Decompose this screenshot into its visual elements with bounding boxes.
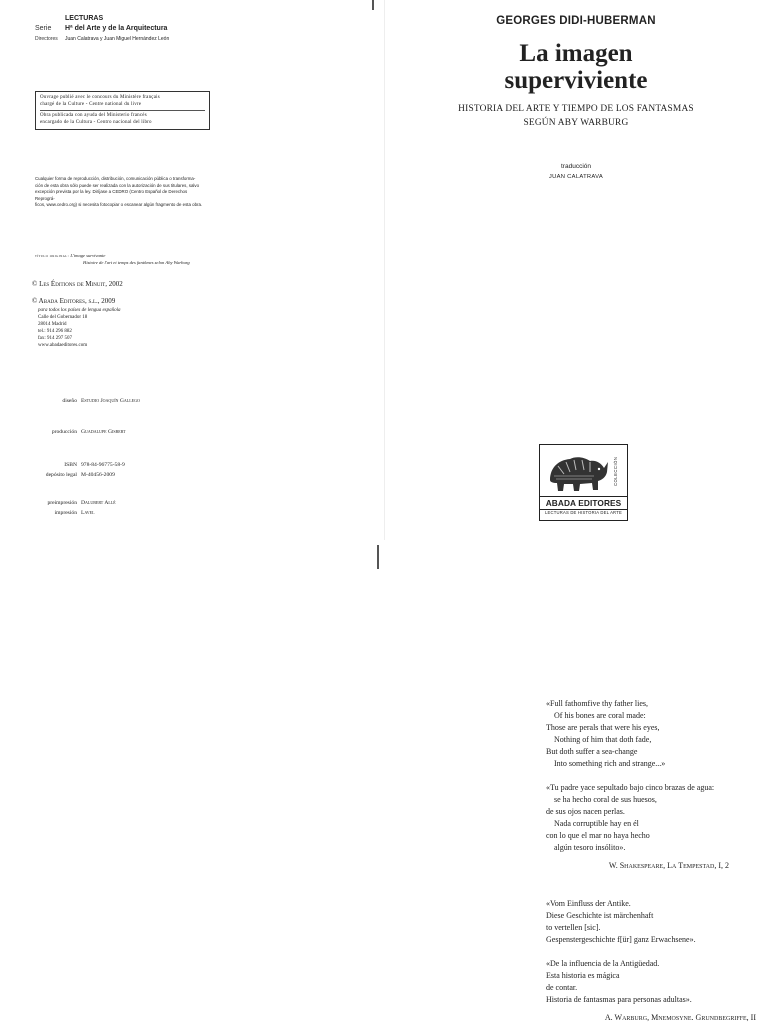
epigraph-line: con lo que el mar no haya hecho (546, 831, 650, 840)
translation-credit (384, 161, 768, 183)
serie-label: Serie (35, 25, 52, 32)
credit-key: depósito legal (45, 472, 77, 478)
page-edge-mark (372, 0, 374, 10)
website: www.abadaeditores.com (38, 343, 88, 348)
epigraph-line: «Tu padre yace sepultado bajo cinco brazas de agua: (546, 783, 715, 792)
funding-box (35, 91, 210, 130)
funding-fr-line2: chargé de la Culture - Centre national du livre (40, 101, 142, 107)
epigraph-line: Esta historia es mágica (546, 971, 620, 980)
credit-value: Lavel (81, 510, 95, 516)
epigraph-line: Historia de fantasmas para personas adultas». (546, 995, 692, 1004)
collection-name: LECTURAS (65, 15, 104, 22)
credit-key: impresión (54, 510, 77, 516)
epigraph-line: algún tesoro insólito». (554, 843, 626, 852)
logo-side-text: COLECCIÓN (613, 456, 618, 486)
epigraph-line: Nada corruptible hay en él (554, 819, 639, 828)
epigraph-line: Gespenstergeschichte f[ür] ganz Erwachsene». (546, 935, 696, 944)
subtitle-line: SEGÚN ABY WARBURG (523, 118, 629, 128)
address-city: 28014 Madrid (38, 322, 67, 327)
funding-es-line2: encargado de la Cultura - Centro nacional del libro (40, 119, 152, 125)
funding-divider (40, 110, 205, 111)
epigraph-line: de contar. (546, 983, 578, 992)
epigraph-line: «De la influencia de la Antigüedad. (546, 959, 660, 968)
epigraph-line: Into something rich and strange...» (554, 759, 666, 768)
credit-value: Estudio Joaquín Gallego (81, 398, 140, 404)
credit-value: 978-84-96775-58-9 (81, 462, 125, 468)
copyright-minuit: © Les Éditions de Minuit, 2002 (32, 280, 123, 288)
credit-value: Guadalupe Gisbert (81, 429, 126, 435)
epigraph-line: Of his bones are coral made: (554, 711, 646, 720)
epigraph-line: Diese Geschichte ist märchenhaft (546, 911, 654, 920)
credit-row (0, 398, 140, 404)
logo-collection: LECTURAS DE HISTORIA DEL ARTE (545, 510, 622, 515)
credit-key: diseño (62, 398, 77, 404)
credit-row (0, 462, 125, 468)
publisher-logo (539, 444, 628, 521)
directors-value: Juan Calatrava y Juan Miguel Hernández León (65, 36, 170, 42)
epigraph-page (384, 540, 768, 1024)
title-line: superviviente (504, 67, 648, 94)
epigraph (546, 698, 756, 1024)
legal-notice (35, 176, 205, 209)
subtitle-line: HISTORIA DEL ARTE Y TIEMPO DE LOS FANTASMAS (458, 104, 694, 114)
original-subtitle: Histoire de l'art et temps des fantômes selon Aby Warburg (83, 260, 190, 265)
credit-row (0, 472, 115, 478)
legal-line: Cualquier forma de reproducción, distribución, comunicación pública o transforma- (35, 176, 196, 181)
credit-key: producción (51, 429, 77, 435)
funding-fr-line1: Ouvrage publié avec le concours du Ministère français (40, 95, 160, 100)
series-block (35, 14, 169, 44)
funding-es-line1: Obra publicada con ayuda del Ministerio francés (40, 113, 147, 118)
legal-line: ficos, www.cedro.org) si necesita fotocopiar o escanear algún fragmento de esta obra. (35, 202, 203, 207)
epigraph-line: Those are perals that were his eyes, (546, 723, 660, 732)
epigraph-attribution: W. Shakespeare, La Tempestad, I, 2 (608, 861, 729, 870)
book-title (384, 40, 768, 94)
publisher-address (38, 307, 121, 349)
serie-value: Hª del Arte y de la Arquitectura (65, 25, 168, 32)
original-title-label: título original: (35, 253, 70, 258)
credit-value: Dalubert Allé (81, 500, 116, 506)
rights-note: para todos los países de lengua española (38, 308, 121, 313)
epigraph-line: «Full fathomfive thy father lies, (546, 699, 648, 708)
credit-value: M-40456-2009 (81, 472, 115, 478)
title-page (384, 0, 768, 540)
fax: fax: 914 297 507 (38, 336, 73, 341)
legal-line: excepción prevista por la ley. Diríjase a CEDRO (Centro Español de Derechos Reprográ- (35, 189, 188, 201)
colophon-page-top (0, 0, 384, 540)
epigraph-line: de sus ojos nacen perlas. (546, 807, 625, 816)
book-subtitle (384, 102, 768, 130)
directors-label: Directores (35, 36, 58, 42)
translation-label: traducción (561, 163, 591, 170)
logo-publisher: ABADA EDITORES (540, 496, 627, 510)
epigraph-line: to vertellen [sic]. (546, 923, 601, 932)
address-street: Calle del Gobernador 18 (38, 315, 88, 320)
epigraph-line: «Vom Einfluss der Antike. (546, 899, 631, 908)
copyright-abada: © Abada Editores, s.l., 2009 (32, 297, 116, 305)
epigraph-line: se ha hecho coral de sus huesos, (554, 795, 657, 804)
credit-row (0, 429, 126, 435)
credit-key: preimpresión (47, 500, 77, 506)
translator-name: JUAN CALATRAVA (548, 174, 604, 180)
blank-page (0, 540, 384, 1024)
epigraph-attribution: A. Warburg, Mnemosyne. Grundbegriffe, II (604, 1013, 756, 1022)
epigraph-line: But doth suffer a sea-change (546, 747, 638, 756)
credit-key: ISBN (64, 462, 77, 468)
title-line: La imagen (519, 40, 633, 67)
credit-row (0, 500, 116, 506)
credit-row (0, 510, 95, 516)
page-edge-mark (377, 545, 379, 569)
epigraph-line: Nothing of him that doth fade, (554, 735, 652, 744)
rhinoceros-icon (544, 448, 611, 494)
phone: tel.: 914 296 882 (38, 329, 72, 334)
original-title: L'image survivante (70, 253, 106, 258)
original-title-block (35, 252, 235, 266)
legal-line: ción de esta obra sólo puede ser realizada con la autorización de sus titulares, salvo (35, 182, 200, 188)
author-name: GEORGES DIDI-HUBERMAN (496, 15, 656, 27)
